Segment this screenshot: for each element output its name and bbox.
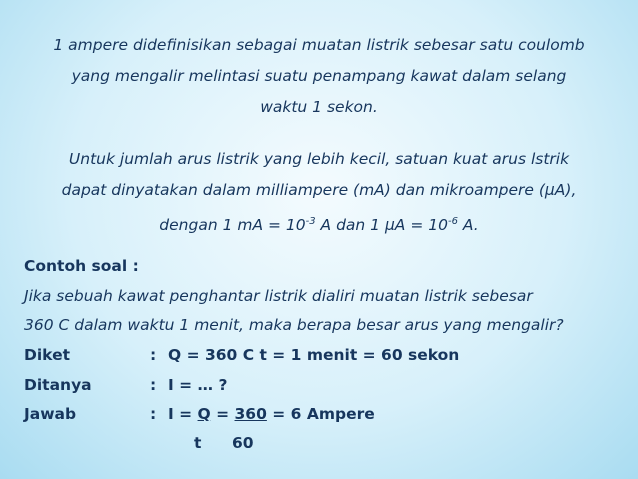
question-line-1: Jika sebuah kawat penghantar listrik dialiri muatan listrik sebesar <box>24 287 533 305</box>
ditanya-label: Ditanya <box>24 376 92 394</box>
exponent-micro: -6 <box>447 216 458 227</box>
jawab-value <box>168 405 375 423</box>
fraction-denominator-t: t <box>194 434 202 452</box>
definition-line-1: 1 ampere didefinisikan sebagai muatan listrik sebesar satu coulomb <box>53 36 585 54</box>
definition-line-3: waktu 1 sekon. <box>260 98 378 116</box>
units-line-3 <box>0 206 638 241</box>
fraction-denominator-60: 60 <box>232 434 254 452</box>
units-text-a: dengan 1 mA = 10 <box>159 216 306 234</box>
units-text-b: A dan 1 μA = 10 <box>315 216 448 234</box>
jawab-colon: : <box>150 405 157 423</box>
fraction-numerator-q: Q <box>197 405 211 423</box>
units-text-c: A. <box>457 216 479 234</box>
definition-paragraph <box>0 30 638 123</box>
jawab-text-c: = 6 Ampere <box>266 405 375 423</box>
diket-colon: : <box>150 346 157 364</box>
units-line-1: Untuk jumlah arus listrik yang lebih kecil, satuan kuat arus lstrik <box>68 150 570 168</box>
example-heading: Contoh soal : <box>24 257 139 275</box>
definition-line-2: yang mengalir melintasi suatu penampang kawat dalam selang <box>71 67 567 85</box>
jawab-text-a: I = <box>168 405 198 423</box>
ditanya-value: I = … ? <box>168 376 228 394</box>
diket-label: Diket <box>24 346 70 364</box>
jawab-text-b: = <box>210 405 235 423</box>
ditanya-colon: : <box>150 376 157 394</box>
fraction-numerator-360: 360 <box>234 405 267 423</box>
units-line-2: dapat dinyatakan dalam milliampere (mA) dan mikroampere (μA), <box>61 181 577 199</box>
question-line-2: 360 C dalam waktu 1 menit, maka berapa besar arus yang mengalir? <box>24 316 564 334</box>
exponent-milli: -3 <box>305 216 316 227</box>
jawab-label: Jawab <box>24 405 77 423</box>
units-paragraph <box>0 144 638 241</box>
diket-value: Q = 360 C t = 1 menit = 60 sekon <box>168 346 460 364</box>
